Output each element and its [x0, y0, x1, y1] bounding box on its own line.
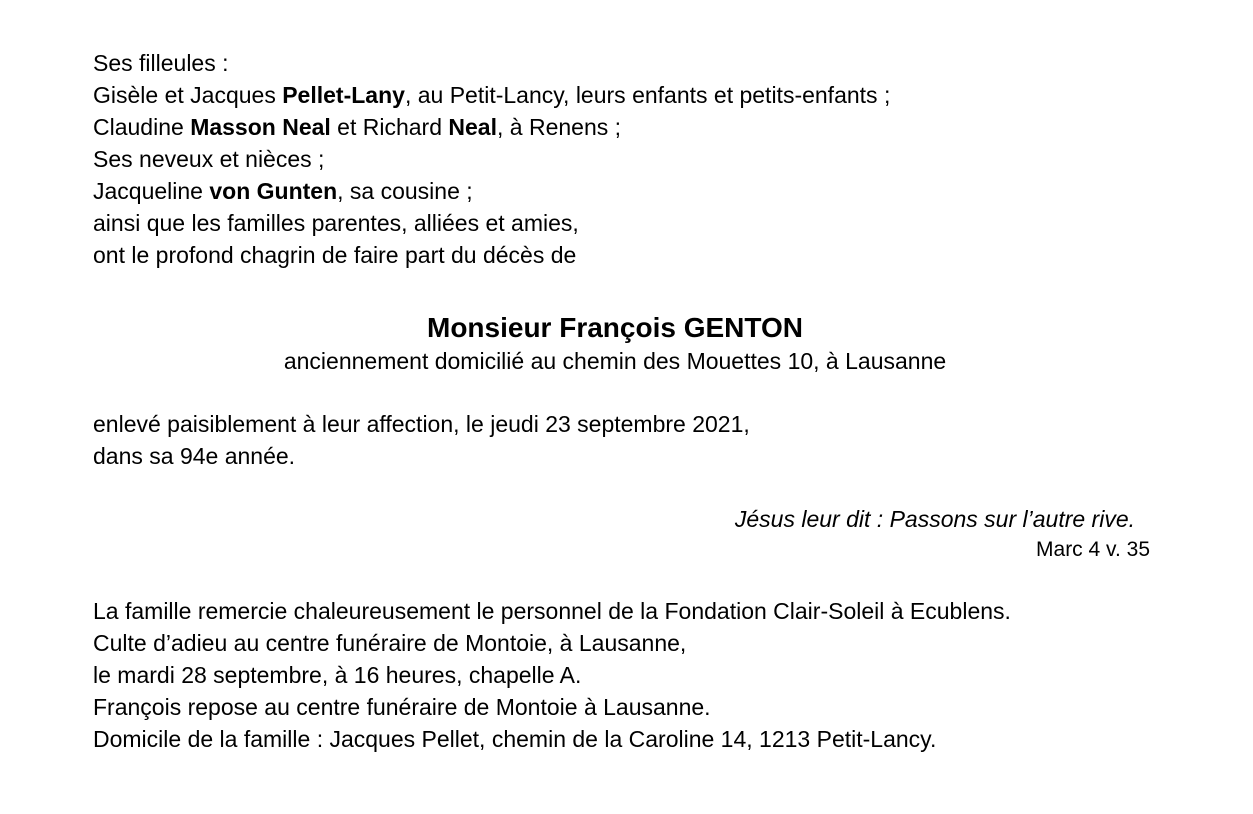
relatives-line-text: , au Petit-Lancy, leurs enfants et petits-enfants ;: [404, 82, 891, 108]
ceremony-details-section: [93, 595, 1253, 755]
deceased-section: [93, 311, 1137, 378]
relatives-line: [93, 79, 1253, 111]
relatives-line: [93, 143, 1253, 175]
relatives-line-text: ainsi que les familles parentes, alliées et amies,: [93, 210, 579, 236]
death-line: dans sa 94e année.: [93, 443, 296, 469]
details-line: Culte d’adieu au centre funéraire de Montoie, à Lausanne,: [93, 630, 687, 656]
scripture-quote: Jésus leur dit : Passons sur l’autre rive.: [734, 506, 1135, 532]
family-name: Masson Neal: [190, 114, 331, 140]
relatives-line-text: Gisèle et Jacques: [93, 82, 283, 108]
relatives-line-text: ont le profond chagrin de faire part du décès de: [93, 242, 577, 268]
family-name: Neal: [448, 114, 497, 140]
relatives-line: [93, 47, 1253, 79]
relatives-line-text: Jacqueline: [93, 178, 210, 204]
details-line: François repose au centre funéraire de Montoie à Lausanne.: [93, 694, 711, 720]
relatives-line: [93, 239, 1253, 271]
deceased-former-address: anciennement domicilié au chemin des Mouettes 10, à Lausanne: [283, 348, 947, 374]
relatives-line-text: Ses neveux et nièces ;: [93, 146, 325, 172]
relatives-line-text: , sa cousine ;: [337, 178, 473, 204]
relatives-line-text: , à Renens ;: [497, 114, 622, 140]
relatives-line-text: et Richard: [330, 114, 449, 140]
relatives-line: [93, 175, 1253, 207]
relatives-line: [93, 207, 1253, 239]
relatives-line-text: Ses filleules :: [93, 50, 229, 76]
relatives-section: [93, 47, 1253, 271]
relatives-line: [93, 111, 1253, 143]
scripture-reference: Marc 4 v. 35: [1036, 538, 1150, 561]
details-line: Domicile de la famille : Jacques Pellet, chemin de la Caroline 14, 1213 Petit-Lancy.: [93, 726, 937, 752]
death-line: enlevé paisiblement à leur affection, le jeudi 23 septembre 2021,: [93, 411, 750, 437]
death-details-section: [93, 408, 1253, 472]
family-name: von Gunten: [209, 178, 338, 204]
relatives-line-text: Claudine: [93, 114, 191, 140]
family-name: Pellet-Lany: [282, 82, 405, 108]
details-line: le mardi 28 septembre, à 16 heures, chapelle A.: [93, 662, 582, 688]
deceased-name: Monsieur François GENTON: [427, 312, 803, 343]
scripture-section: [93, 503, 1150, 565]
details-line: La famille remercie chaleureusement le personnel de la Fondation Clair-Soleil à Ecublens.: [93, 598, 1011, 624]
